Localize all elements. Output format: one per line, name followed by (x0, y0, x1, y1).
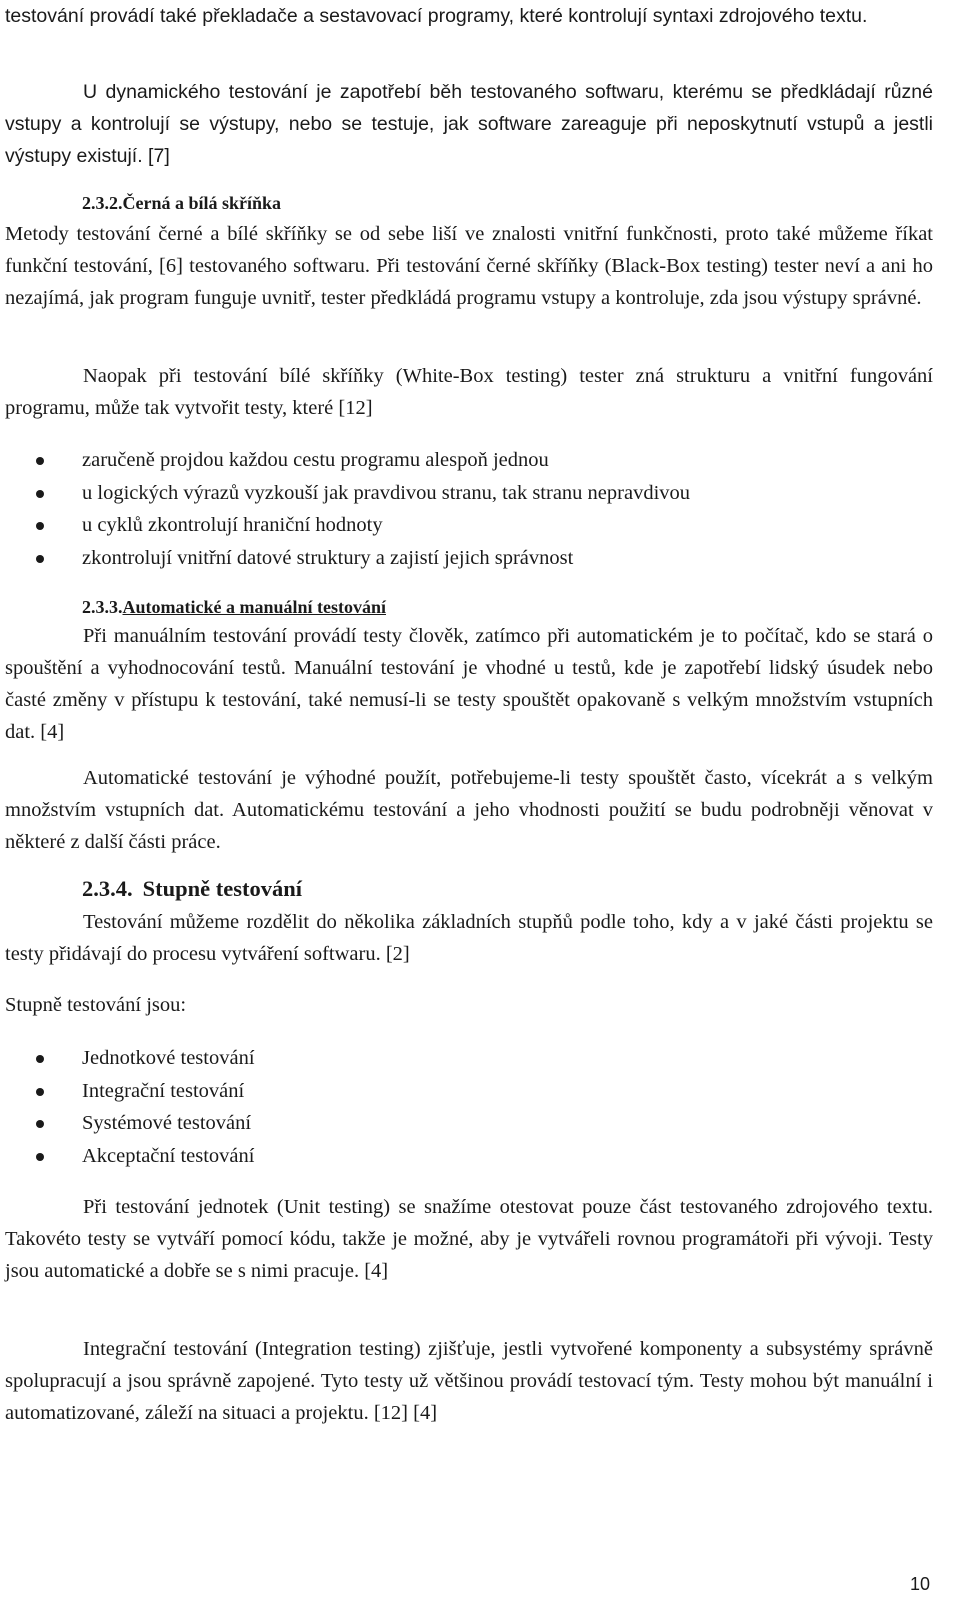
paragraph-unit-testing: Při testování jednotek (Unit testing) se snažíme otestovat pouze část testovaného zdrojového textu. Takovéto testy se vytváří pomocí kódu, takže je možné, aby je vytvářeli rovnou programátoři při vývoji. Testy jsou automatické a dobře se s nimi pracuje. [4] (5, 1196, 933, 1282)
heading-title: Automatické a manuální testování (122, 597, 387, 617)
heading-number: 2.3.2. (82, 193, 123, 213)
heading-number: 2.3.4. (82, 876, 133, 901)
list-item: Akceptační testování (0, 1140, 900, 1173)
heading-number: 2.3.3. (82, 597, 123, 617)
bullet-icon (36, 1153, 44, 1161)
list-item: Integrační testování (0, 1075, 900, 1108)
paragraph-black-box: Metody testování černé a bílé skříňky se od sebe liší ve znalosti vnitřní funkčnosti, proto také můžeme říkat funkční testování, [6] testovaného softwaru. Při testování černé skříňky (Black-Box testing) tester neví a ani ho nezajímá, jak program funguje uvnitř, tester předkládá programu vstupy a kontroluje, zda jsou výstupy správné. (5, 223, 933, 309)
bullet-icon (36, 555, 44, 563)
paragraph-integration-testing: Integrační testování (Integration testing) zjišťuje, jestli vytvořené komponenty a subsystémy správně spolupracují a jsou správně zapojené. Tyto testy už většinou provádí testovací tým. Testy mohou být manuální i automatizované, záleží na situaci a projektu. [12] [4] (5, 1338, 933, 1424)
bullet-icon (36, 490, 44, 498)
bullet-icon (36, 1088, 44, 1096)
paragraph-dynamic-testing: U dynamického testování je zapotřebí běh testovaného softwaru, kterému se předkládají různé vstupy a kontrolují se výstupy, nebo se testuje, jak software zareaguje při neposkytnutí vstupů a jestli výstupy existují. [7] (5, 81, 933, 167)
bullet-icon (36, 457, 44, 465)
list-item: Systémové testování (0, 1107, 900, 1140)
paragraph-static-testing-end: testování provádí také překladače a sestavovací programy, které kontrolují syntaxi zdrojového textu. (5, 5, 868, 27)
paragraph-levels-label: Stupně testování jsou: (5, 994, 187, 1016)
heading-testing-levels (82, 874, 302, 904)
heading-title: Černá a bílá skříňka (122, 193, 282, 213)
levels-list (0, 1042, 900, 1172)
bullet-icon (36, 1055, 44, 1063)
list-item: u cyklů zkontrolují hraniční hodnoty (0, 509, 900, 542)
bullet-icon (36, 1120, 44, 1128)
heading-title: Stupně testování (142, 876, 303, 901)
heading-automatic-manual (82, 592, 386, 622)
bullet-icon (36, 522, 44, 530)
paragraph-white-box: Naopak při testování bílé skříňky (White-Box testing) tester zná strukturu a vnitřní fungování programu, může tak vytvořit testy, které [12] (5, 365, 933, 419)
page-number: 10 (909, 1574, 930, 1594)
list-item: zkontrolují vnitřní datové struktury a zajistí jejich správnost (0, 542, 900, 575)
list-item: u logických výrazů vyzkouší jak pravdivou stranu, tak stranu nepravdivou (0, 477, 900, 510)
heading-black-white-box (82, 188, 281, 218)
paragraph-automatic-testing: Automatické testování je výhodné použít, potřebujeme-li testy spouštět často, vícekrát a s velkým množstvím vstupních dat. Automatickému testování a jeho vhodnosti použití se budu podrobněji věnovat v některé z další části práce. (5, 767, 933, 853)
paragraph-manual-testing: Při manuálním testování provádí testy člověk, zatímco při automatickém je to počítač, kdo se stará o spouštění a vyhodnocování testů. Manuální testování je vhodné u testů, kde je zapotřebí lidský úsudek nebo časté změny v přístupu k testování, také nemusí-li se testy spouštět opakovaně s velkým množstvím vstupních dat. [4] (5, 625, 933, 743)
list-item: zaručeně projdou každou cestu programu alespoň jednou (0, 444, 900, 477)
list-item: Jednotkové testování (0, 1042, 900, 1075)
whitebox-list (0, 444, 900, 574)
paragraph-levels-intro: Testování můžeme rozdělit do několika základních stupňů podle toho, kdy a v jaké části projektu se testy přidávají do procesu vytváření softwaru. [2] (5, 911, 933, 965)
